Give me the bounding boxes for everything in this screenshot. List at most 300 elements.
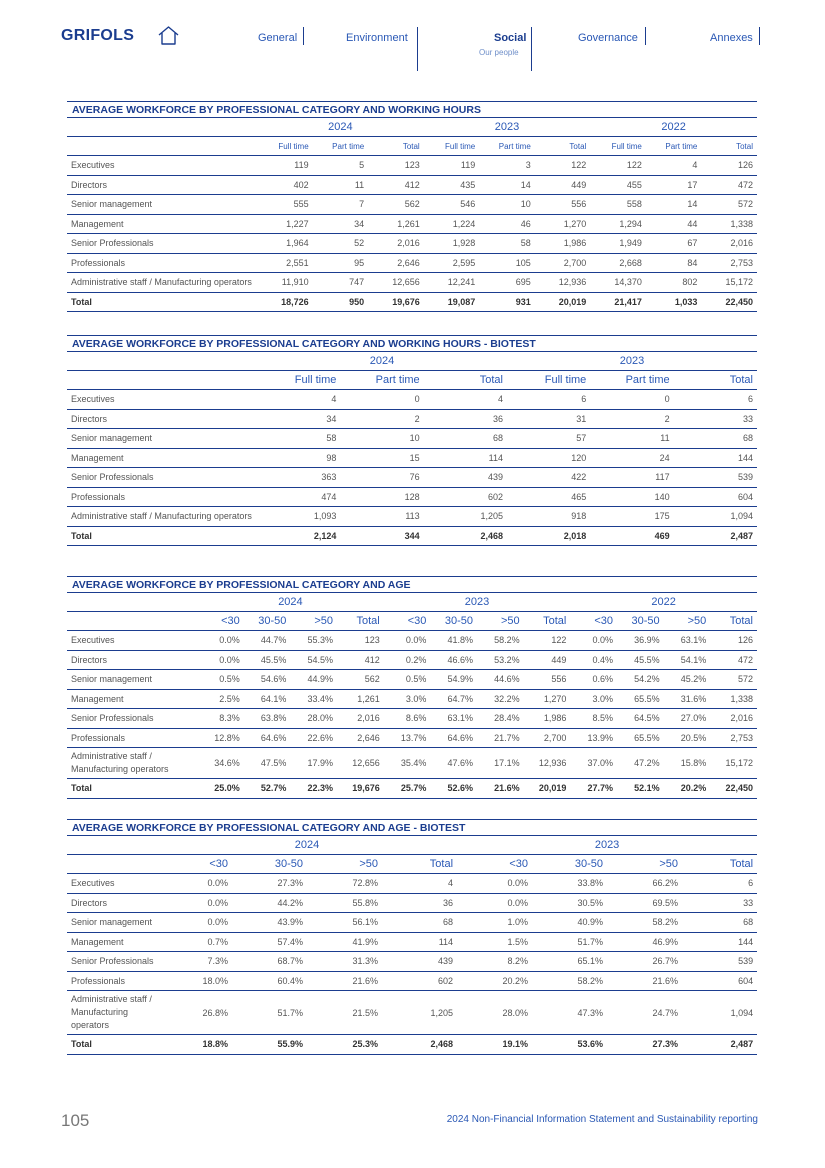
cell-value: 95 [313,253,369,273]
year-header: 2022 [590,118,757,137]
cell-value: 22.3% [290,779,337,799]
cell-value: 33.4% [290,689,337,709]
column-header: Part time [590,371,673,390]
cell-value: 140 [590,487,673,507]
cell-value: 41.8% [430,631,477,651]
column-header: Full time [424,137,480,156]
cell-value: 19.1% [457,1035,532,1055]
cell-value: 119 [257,156,313,176]
row-label: Professionals [67,971,157,991]
cell-value: 14,370 [590,273,646,293]
row-label: Senior management [67,913,157,933]
nav-divider [531,27,532,71]
cell-value: 1.0% [457,913,532,933]
cell-value: 2,487 [682,1035,757,1055]
column-header: Total [424,371,507,390]
row-label: Senior Professionals [67,709,197,729]
cell-value: 14 [479,175,535,195]
cell-value: 363 [257,468,340,488]
cell-value: 98 [257,448,340,468]
table-row [67,526,757,546]
cell-value: 0.6% [570,670,617,690]
column-header: <30 [197,612,244,631]
cell-value: 546 [424,195,480,215]
year-header-row [67,118,757,137]
row-label: Executives [67,874,157,894]
report-title: 2024 Non-Financial Information Statement and Sustainability reporting [446,1114,758,1125]
cell-value: 4 [424,390,507,410]
table-row [67,971,757,991]
table-row [67,874,757,894]
cell-value: 602 [382,971,457,991]
cell-value: 21.6% [607,971,682,991]
cell-value: 25.3% [307,1035,382,1055]
row-label: Executives [67,156,257,176]
cell-value: 12,656 [337,748,384,779]
cell-value: 25.7% [384,779,431,799]
cell-value: 539 [674,468,757,488]
cell-value: 27.3% [607,1035,682,1055]
table-row [67,175,757,195]
cell-value: 412 [368,175,424,195]
cell-value: 7.3% [157,952,232,972]
table-row [67,631,757,651]
cell-value: 33 [674,409,757,429]
cell-value: 21,417 [590,292,646,312]
page-number: 105 [61,1111,90,1130]
cell-value: 72.8% [307,874,382,894]
cell-value: 21.5% [307,991,382,1035]
cell-value: 0.5% [197,670,244,690]
cell-value: 2.5% [197,689,244,709]
table-body [67,874,757,1055]
cell-value: 122 [590,156,646,176]
row-label: Directors [67,650,197,670]
cell-value: 44.7% [244,631,291,651]
cell-value: 439 [382,952,457,972]
row-label: Total [67,292,257,312]
cell-value: 439 [424,468,507,488]
cell-value: 12,936 [535,273,591,293]
row-label: Professionals [67,253,257,273]
cell-value: 2,646 [368,253,424,273]
cell-value: 68 [674,429,757,449]
cell-value: 114 [424,448,507,468]
cell-value: 22,450 [701,292,757,312]
cell-value: 47.6% [430,748,477,779]
cell-value: 6 [674,390,757,410]
row-label: Management [67,448,257,468]
column-header: 30-50 [232,855,307,874]
table-title: AVERAGE WORKFORCE BY PROFESSIONAL CATEGORY AND AGE - BIOTEST [67,819,757,835]
cell-value: 556 [524,670,571,690]
year-header: 2022 [570,593,757,612]
table-row [67,913,757,933]
column-header: >50 [290,612,337,631]
cell-value: 18.8% [157,1035,232,1055]
cell-value: 64.6% [244,728,291,748]
column-header: Full time [257,371,340,390]
data-table [67,592,757,799]
cell-value: 54.1% [664,650,711,670]
cell-value: 11 [313,175,369,195]
row-label: Management [67,932,157,952]
cell-value: 918 [507,507,590,527]
cell-value: 46 [479,214,535,234]
cell-value: 2 [340,409,423,429]
year-header: 2023 [424,118,591,137]
column-header: Total [682,855,757,874]
column-header: <30 [457,855,532,874]
cell-value: 45.2% [664,670,711,690]
data-table [67,835,757,1055]
cell-value: 57 [507,429,590,449]
cell-value: 12,656 [368,273,424,293]
nav-divider [417,27,418,71]
cell-value: 7 [313,195,369,215]
cell-value: 44.9% [290,670,337,690]
cell-value: 1,094 [674,507,757,527]
cell-value: 123 [368,156,424,176]
cell-value: 10 [340,429,423,449]
cell-value: 45.5% [617,650,664,670]
cell-value: 114 [382,932,457,952]
cell-value: 22.6% [290,728,337,748]
cell-value: 695 [479,273,535,293]
column-header: 30-50 [244,612,291,631]
cell-value: 31 [507,409,590,429]
cell-value: 27.3% [232,874,307,894]
subheader-row [67,612,757,631]
cell-value: 24 [590,448,673,468]
table-body [67,156,757,312]
year-header: 2024 [157,836,457,855]
cell-value: 3.0% [570,689,617,709]
cell-value: 105 [479,253,535,273]
nav-governance[interactable]: Governance [578,32,638,44]
cell-value: 2,646 [337,728,384,748]
table-row [67,991,757,1035]
row-label: Senior management [67,195,257,215]
cell-value: 64.6% [430,728,477,748]
cell-value: 58.2% [477,631,524,651]
header-spacer [67,855,157,874]
cell-value: 562 [337,670,384,690]
nav-social-subtitle[interactable]: Our people [479,48,519,57]
cell-value: 1,205 [424,507,507,527]
subheader-row [67,371,757,390]
cell-value: 0.0% [157,913,232,933]
column-header: Total [535,137,591,156]
cell-value: 123 [337,631,384,651]
cell-value: 2,668 [590,253,646,273]
cell-value: 57.4% [232,932,307,952]
cell-value: 20.5% [664,728,711,748]
header-spacer [67,593,197,612]
row-label: Directors [67,409,257,429]
cell-value: 4 [257,390,340,410]
cell-value: 54.2% [617,670,664,690]
cell-value: 144 [682,932,757,952]
cell-value: 31.3% [307,952,382,972]
table-row [67,650,757,670]
row-label: Management [67,689,197,709]
cell-value: 32.2% [477,689,524,709]
cell-value: 12.8% [197,728,244,748]
cell-value: 0.0% [157,893,232,913]
cell-value: 20,019 [524,779,571,799]
cell-value: 36.9% [617,631,664,651]
cell-value: 1,205 [382,991,457,1035]
cell-value: 802 [646,273,702,293]
cell-value: 52 [313,234,369,254]
cell-value: 55.8% [307,893,382,913]
column-header: Full time [507,371,590,390]
table-row [67,448,757,468]
cell-value: 51.7% [232,991,307,1035]
cell-value: 2,700 [524,728,571,748]
cell-value: 20.2% [664,779,711,799]
cell-value: 0 [340,390,423,410]
cell-value: 15 [340,448,423,468]
cell-value: 27.7% [570,779,617,799]
cell-value: 0.0% [384,631,431,651]
cell-value: 2,016 [337,709,384,729]
column-header: 30-50 [617,612,664,631]
column-header: 30-50 [532,855,607,874]
cell-value: 65.5% [617,689,664,709]
cell-value: 63.1% [430,709,477,729]
cell-value: 1,270 [524,689,571,709]
table-working-hours [67,101,757,312]
cell-value: 68.7% [232,952,307,972]
cell-value: 0.2% [384,650,431,670]
cell-value: 68 [682,913,757,933]
row-label: Administrative staff / Manufacturing operators [67,507,257,527]
cell-value: 0.0% [570,631,617,651]
column-header: Total [382,855,457,874]
table-title: AVERAGE WORKFORCE BY PROFESSIONAL CATEGORY AND WORKING HOURS [67,101,757,117]
header-spacer [67,352,257,371]
cell-value: 2,468 [382,1035,457,1055]
cell-value: 2,016 [701,234,757,254]
cell-value: 3.0% [384,689,431,709]
cell-value: 41.9% [307,932,382,952]
cell-value: 1,986 [535,234,591,254]
cell-value: 344 [340,526,423,546]
cell-value: 2,551 [257,253,313,273]
table-working-hours-biotest [67,335,757,546]
cell-value: 68 [382,913,457,933]
cell-value: 1,093 [257,507,340,527]
cell-value: 449 [535,175,591,195]
cell-value: 572 [701,195,757,215]
table-row [67,214,757,234]
row-label: Total [67,779,197,799]
row-label: Professionals [67,728,197,748]
cell-value: 455 [590,175,646,195]
cell-value: 2,124 [257,526,340,546]
cell-value: 84 [646,253,702,273]
cell-value: 1,949 [590,234,646,254]
table-row [67,487,757,507]
row-label: Administrative staff / Manufacturing operators [67,748,197,779]
cell-value: 6 [682,874,757,894]
table-row [67,893,757,913]
cell-value: 0.0% [457,893,532,913]
year-header-row [67,352,757,371]
cell-value: 52.6% [430,779,477,799]
cell-value: 21.7% [477,728,524,748]
cell-value: 128 [340,487,423,507]
cell-value: 19,087 [424,292,480,312]
cell-value: 120 [507,448,590,468]
column-header: Total [368,137,424,156]
data-table [67,351,757,546]
cell-value: 69.5% [607,893,682,913]
header-spacer [67,118,257,137]
cell-value: 28.0% [290,709,337,729]
cell-value: 1,094 [682,991,757,1035]
cell-value: 472 [701,175,757,195]
cell-value: 44 [646,214,702,234]
cell-value: 64.7% [430,689,477,709]
cell-value: 126 [710,631,757,651]
cell-value: 26.8% [157,991,232,1035]
table-row [67,1035,757,1055]
column-header: Full time [257,137,313,156]
cell-value: 1,294 [590,214,646,234]
row-label: Senior Professionals [67,952,157,972]
cell-value: 1,224 [424,214,480,234]
cell-value: 0.0% [197,631,244,651]
cell-value: 67 [646,234,702,254]
cell-value: 56.1% [307,913,382,933]
table-row [67,234,757,254]
year-header: 2023 [507,352,757,371]
row-label: Management [67,214,257,234]
table-title: AVERAGE WORKFORCE BY PROFESSIONAL CATEGORY AND AGE [67,576,757,592]
cell-value: 556 [535,195,591,215]
cell-value: 33.8% [532,874,607,894]
column-header: <30 [570,612,617,631]
cell-value: 8.5% [570,709,617,729]
cell-value: 604 [674,487,757,507]
cell-value: 8.3% [197,709,244,729]
table-row [67,670,757,690]
cell-value: 45.5% [244,650,291,670]
cell-value: 44.2% [232,893,307,913]
nav-annexes[interactable]: Annexes [710,32,753,44]
table-age-biotest [67,819,757,1055]
cell-value: 0.0% [157,874,232,894]
cell-value: 53.2% [477,650,524,670]
cell-value: 950 [313,292,369,312]
cell-value: 19,676 [337,779,384,799]
cell-value: 117 [590,468,673,488]
cell-value: 2,700 [535,253,591,273]
cell-value: 37.0% [570,748,617,779]
cell-value: 15,172 [710,748,757,779]
cell-value: 12,936 [524,748,571,779]
column-header: <30 [157,855,232,874]
table-age [67,576,757,799]
cell-value: 1,338 [710,689,757,709]
cell-value: 122 [535,156,591,176]
cell-value: 1,261 [368,214,424,234]
cell-value: 44.6% [477,670,524,690]
cell-value: 402 [257,175,313,195]
cell-value: 52.7% [244,779,291,799]
cell-value: 25.0% [197,779,244,799]
cell-value: 68 [424,429,507,449]
column-header: Part time [340,371,423,390]
cell-value: 21.6% [477,779,524,799]
cell-value: 2,487 [674,526,757,546]
cell-value: 13.9% [570,728,617,748]
cell-value: 8.2% [457,952,532,972]
nav-general[interactable]: General [258,32,298,44]
year-header: 2024 [257,118,424,137]
cell-value: 27.0% [664,709,711,729]
cell-value: 6 [507,390,590,410]
column-header: Part time [646,137,702,156]
cell-value: 10 [479,195,535,215]
cell-value: 65.5% [617,728,664,748]
cell-value: 20.2% [457,971,532,991]
grifols-logo[interactable]: GRIFOLS [61,27,135,44]
table-row [67,429,757,449]
cell-value: 20,019 [535,292,591,312]
table-row [67,409,757,429]
cell-value: 572 [710,670,757,690]
column-header: Total [524,612,571,631]
row-label: Senior management [67,670,197,690]
cell-value: 53.6% [532,1035,607,1055]
cell-value: 2,016 [368,234,424,254]
row-label: Total [67,526,257,546]
year-header: 2024 [197,593,384,612]
cell-value: 15.8% [664,748,711,779]
subheader-row [67,855,757,874]
cell-value: 36 [382,893,457,913]
cell-value: 11 [590,429,673,449]
table-row [67,273,757,293]
home-icon[interactable] [158,26,179,45]
cell-value: 0.0% [457,874,532,894]
cell-value: 17.1% [477,748,524,779]
cell-value: 555 [257,195,313,215]
cell-value: 63.8% [244,709,291,729]
column-header: Total [710,612,757,631]
subheader-row [67,137,757,156]
cell-value: 0.7% [157,932,232,952]
cell-value: 472 [710,650,757,670]
cell-value: 412 [337,650,384,670]
cell-value: 65.1% [532,952,607,972]
cell-value: 28.0% [457,991,532,1035]
nav-divider [303,27,304,45]
cell-value: 54.5% [290,650,337,670]
cell-value: 126 [701,156,757,176]
cell-value: 58 [479,234,535,254]
nav-social[interactable]: Social [494,32,527,44]
cell-value: 52.1% [617,779,664,799]
cell-value: 15,172 [701,273,757,293]
table-row [67,156,757,176]
cell-value: 66.2% [607,874,682,894]
nav-environment[interactable]: Environment [346,32,408,44]
